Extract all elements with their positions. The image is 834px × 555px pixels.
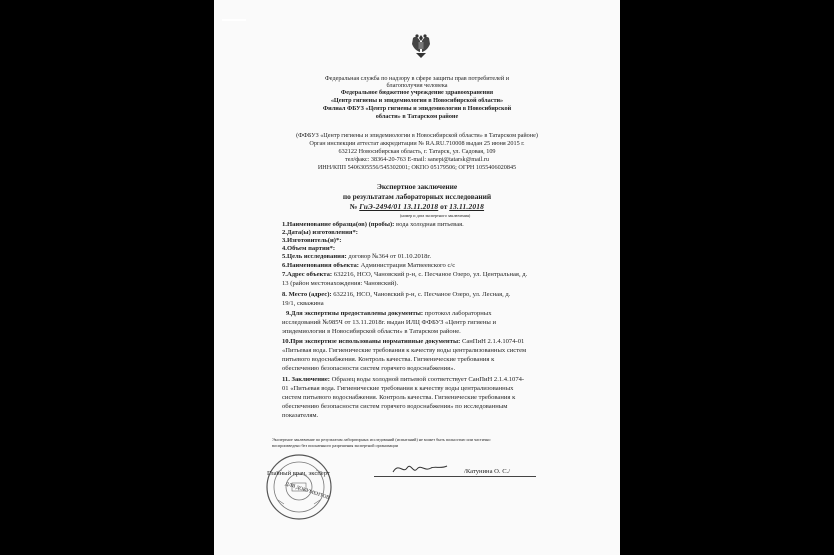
name-line <box>462 476 536 477</box>
header-agency-cont: благополучия человека <box>386 82 448 89</box>
signer-role: Главный врач, эксперт <box>267 470 330 477</box>
item-11-value-d: обеспечению безопасности систем горячего водоснабжения» по исследованным <box>282 403 508 410</box>
item-5-label: 5.Цель исследования: <box>282 253 347 260</box>
item-10-value-c: питьевого водоснабжения. Контроль качества. Гигиенические требования к <box>282 356 495 363</box>
item-4-label: 4.Объем партии*: <box>282 245 336 252</box>
item-6 <box>282 262 455 270</box>
header-institution: Федеральное бюджетное учреждение здравоохранения <box>340 89 494 96</box>
item-9-value-a: протокол лабораторных <box>424 310 492 317</box>
item-10 <box>282 338 524 346</box>
item-7-label: 7.Адрес объекта: <box>282 271 333 278</box>
stamp-text: ДЛЯ ДОКУМЕНТОВ <box>284 481 330 502</box>
document-subtitle: по результатам лабораторных исследований <box>342 192 492 201</box>
number-caption: (номер и дата экспертного заключения) <box>400 213 471 218</box>
header-address: 632122 Новосибирская область, г. Татарск, ул. Садовая, 109 <box>338 148 496 155</box>
document-title: Экспертное заключение <box>376 182 458 191</box>
top-left-mark <box>222 19 246 21</box>
document-page <box>214 0 620 555</box>
item-10-value-b: «Питьевая вода. Гигиенические требования к качеству воды централизованных систем <box>282 347 527 354</box>
footnote-line-1: Экспертное заключение по результатам лабораторных исследований (испытаний) не может быть полностью или частично <box>272 437 491 442</box>
document-number: ГиЭ-2494/01 13.11.2018 <box>359 202 439 211</box>
item-7-value-a: 632216, НСО, Чановский р-н, с. Песчаное Озеро, ул. Центральная, д. <box>333 271 528 278</box>
item-11 <box>282 376 524 384</box>
item-8-value-b: 19/1, скважина <box>282 300 324 307</box>
header-accreditation: Орган инспекции аттестат аккредитации № RA.RU.710008 выдан 25 июня 2015 г. <box>309 140 525 147</box>
item-5-value: договор №364 от 01.10.2018г. <box>348 253 432 260</box>
document-number-line <box>214 202 620 211</box>
header-branch-cont: области» в Татарском районе <box>375 113 459 120</box>
item-6-label: 6.Наименования объекта: <box>282 262 360 269</box>
coat-of-arms-icon <box>409 32 433 60</box>
item-9-label: 9.Для экспертизы предоставлены документы: <box>286 310 424 317</box>
item-5 <box>282 253 431 261</box>
item-1-label: 1.Наименование образца(ов) (пробы): <box>282 221 395 228</box>
item-8-label: 8. Место (адрес): <box>282 291 332 298</box>
item-10-value-d: обеспечению безопасности систем горячего водоснабжения». <box>282 365 456 372</box>
item-10-value-a: СанПиН 2.1.4.1074-01 <box>461 338 525 345</box>
header-branch: Филиал ФБУЗ «Центр гигиены и эпидемиологии в Новосибирской <box>322 105 512 112</box>
item-9-value-b: исследований №985Ч от 13.11.2018г. выдан ИЛЦ ФФБУЗ «Центр гигиены и <box>282 319 496 326</box>
item-2-label: 2.Дата(ы) изготовления*: <box>282 229 358 236</box>
item-8 <box>282 291 510 299</box>
footnote-line-2: воспроизведено без письменного разрешения экспертной организации <box>272 443 398 448</box>
handwritten-signature-icon <box>389 460 449 478</box>
item-9-value-c: эпидемиологии в Новосибирской области» в Татарском районе. <box>282 328 461 335</box>
date-prefix: от <box>440 202 448 211</box>
item-8-value-a: 632216, НСО, Чановский р-н, с. Песчаное Озеро, ул. Лесная, д. <box>333 291 511 298</box>
number-prefix: № <box>349 202 358 211</box>
item-6-value: Администрация Матвеевского с/с <box>360 262 456 269</box>
item-3-label: 3.Изготовитель(и)*: <box>282 237 342 244</box>
header-registration: ИНН/КПП 5406305556/545302001; ОКПО 05179506; ОГРН 1055406020845 <box>317 164 517 171</box>
item-10-label: 10.При экспертизе использованы нормативные документы: <box>282 338 461 345</box>
item-11-label: 11. Заключение: <box>282 376 330 383</box>
item-1 <box>282 221 464 229</box>
document-date: 13.11.2018 <box>449 202 485 211</box>
item-7-value-b: 13 (район местонахождения: Чановский). <box>282 280 399 287</box>
item-11-value-c: систем питьевого водоснабжения. Контроль качества. Гигиенические требования к <box>282 394 516 401</box>
item-11-value-a: Образец воды холодной питьевой соответствует СанПиН 2.1.4.1074- <box>331 376 525 383</box>
signer-name: /Катунина О. С./ <box>464 468 511 475</box>
item-1-value: вода холодная питьевая. <box>396 221 464 228</box>
header-contacts: тел/факс: 38364-20-763 E-mail: sanepi@tatarsk@mail.ru <box>345 156 489 163</box>
item-9 <box>286 310 492 318</box>
item-11-value-e: показателям. <box>282 412 319 419</box>
header-abbrev: (ФФБУЗ «Центр гигиены и эпидемиологии в Новосибирской области» в Татарском районе) <box>296 132 538 139</box>
item-7 <box>282 271 527 279</box>
header-center: «Центр гигиены и эпидемиологии в Новосибирской области» <box>330 97 504 104</box>
header-agency: Федеральная служба по надзору в сфере защиты прав потребителей и <box>324 75 510 82</box>
item-11-value-b: 01 «Питьевая вода. Гигиенические требования к качеству воды централизованных <box>282 385 514 392</box>
